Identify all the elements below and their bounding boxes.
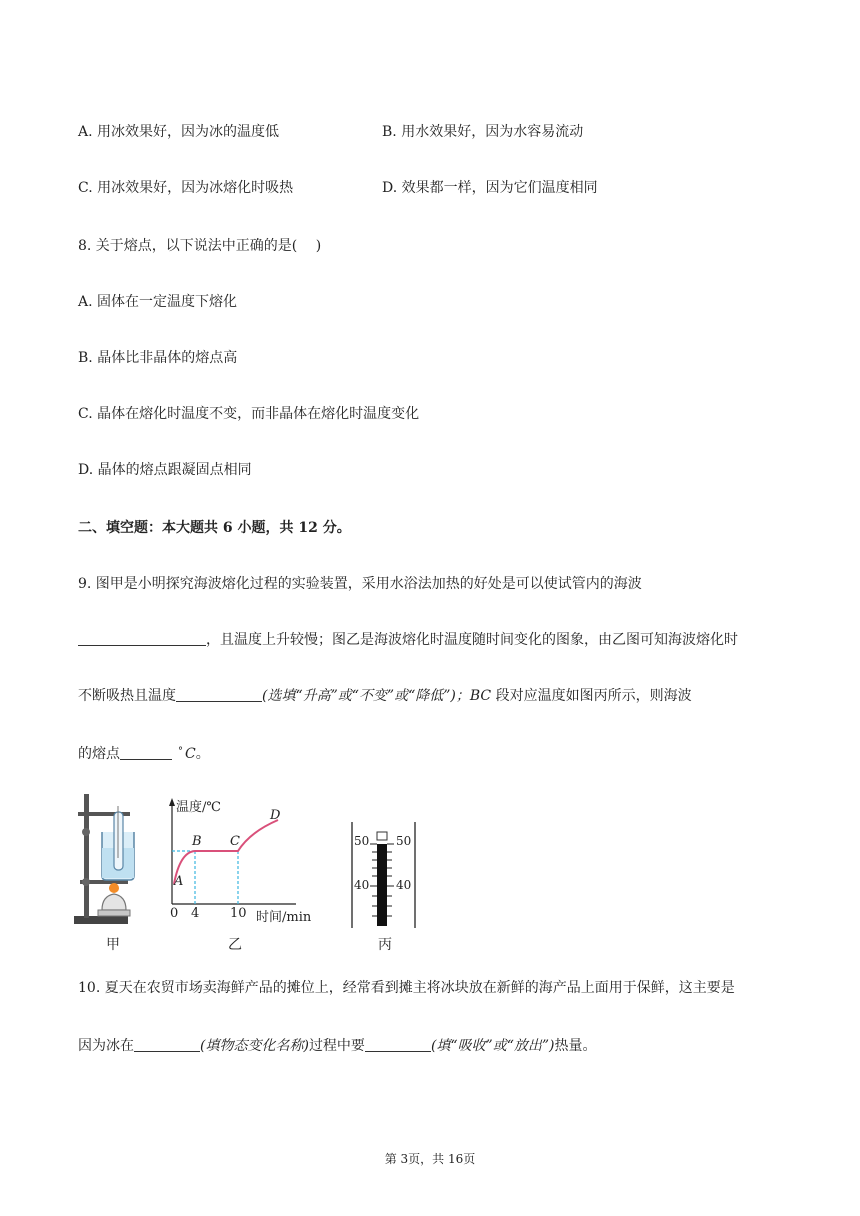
section-question-count: 6 — [222, 520, 233, 536]
figure-label-bing: 丙 — [378, 937, 392, 953]
q7-option-b: B. 用水效果好，因为水容易流动 — [382, 124, 584, 140]
thermo-column — [377, 844, 387, 926]
q10-text: 过程中要 — [308, 1038, 365, 1054]
flame — [109, 883, 119, 893]
thermo-label-40-right: 40 — [396, 878, 412, 892]
clamp-knob — [82, 828, 90, 836]
point-c-label: C — [230, 834, 240, 849]
q8-stem: 8. 关于熔点，以下说法中正确的是( ) — [78, 238, 322, 254]
graph-x-axis-label: 时间/min — [256, 910, 312, 925]
section-total-score: 12 — [298, 520, 318, 536]
degree-symbol: ° — [178, 746, 183, 757]
q9-line-1: 9. 图甲是小明探究海波熔化过程的实验装置，采用水浴法加热的好处是可以使试管内的海波 — [78, 576, 642, 592]
q9-line-3 — [78, 686, 692, 706]
q8-option-a: A. 固体在一定温度下熔化 — [78, 294, 238, 310]
q10-text: (填“吸收”或“放出”) — [430, 1038, 555, 1054]
stand-base — [74, 916, 128, 924]
q9-text: ，且温度上升较慢；图乙是海波熔化时温度随时间变化的图象，由乙图可知海波熔化时 — [206, 632, 738, 648]
y-axis-arrow — [169, 798, 175, 806]
q9-text: 。 — [195, 746, 210, 762]
thermo-label-40-left: 40 — [354, 878, 370, 892]
section-heading-text: 分。 — [317, 520, 351, 536]
thermo-tube-top — [377, 832, 387, 840]
unit-celsius: C — [185, 746, 196, 762]
section-heading — [78, 518, 351, 538]
q10-text: (填物态变化名称) — [200, 1038, 309, 1054]
graph-y-axis-label: 温度/℃ — [176, 800, 221, 815]
q9-line-2 — [78, 630, 738, 650]
q7-option-a: A. 用冰效果好，因为冰的温度低 — [78, 124, 280, 140]
answer-blank[interactable] — [78, 631, 206, 646]
point-a-label: A — [174, 874, 184, 889]
q8-option-c: C. 晶体在熔化时温度不变，而非晶体在熔化时温度变化 — [78, 406, 420, 422]
q9-text: (选填“升高”或“不变”或“降低”)； — [262, 688, 470, 704]
q9-text: 的熔点 — [78, 746, 120, 762]
point-b-label: B — [192, 834, 202, 849]
figure-label-yi: 乙 — [228, 937, 242, 953]
q7-option-d: D. 效果都一样，因为它们温度相同 — [382, 180, 598, 196]
x-tick-10: 10 — [230, 906, 247, 921]
ring-knob — [82, 878, 90, 886]
q9-text: 不断吸热且温度 — [78, 688, 176, 704]
section-heading-text: 小题，共 — [232, 520, 299, 536]
point-d-label: D — [270, 808, 281, 823]
q10-line-1: 10. 夏天在农贸市场卖海鲜产品的摊位上，经常看到摊主将冰块放在新鲜的海产品上面用于保鲜，这主要是 — [78, 980, 735, 996]
thermo-label-50-left: 50 — [354, 834, 370, 848]
answer-blank[interactable] — [134, 1037, 200, 1052]
x-tick-4: 4 — [191, 906, 200, 921]
q7-option-c: C. 用冰效果好，因为冰熔化时吸热 — [78, 180, 294, 196]
figure-group — [70, 788, 430, 958]
q10-text: 因为冰在 — [78, 1038, 134, 1054]
lamp-base — [98, 910, 130, 916]
temperature-curve — [174, 820, 278, 884]
q9-text: 段对应温度如图丙所示，则海波 — [491, 688, 692, 704]
answer-blank[interactable] — [365, 1037, 431, 1052]
q9-line-4 — [78, 742, 210, 764]
x-tick-0: 0 — [170, 906, 179, 921]
apparatus-illustration — [74, 794, 134, 924]
section-heading-text: 二、填空题：本大题共 — [78, 520, 223, 536]
q8-option-b: B. 晶体比非晶体的熔点高 — [78, 350, 238, 366]
page-footer: 第 3页，共 16页 — [384, 1152, 476, 1166]
alcohol-lamp — [102, 894, 126, 910]
answer-blank[interactable] — [176, 687, 262, 702]
q8-option-d: D. 晶体的熔点跟凝固点相同 — [78, 462, 252, 478]
answer-blank[interactable] — [120, 745, 172, 760]
q9-segment-bc: BC — [469, 688, 492, 704]
figure-label-jia: 甲 — [106, 937, 120, 953]
q10-line-2 — [78, 1036, 597, 1056]
q10-text: 热量。 — [554, 1038, 597, 1054]
thermo-label-50-right: 50 — [396, 834, 412, 848]
figure-svg — [70, 788, 430, 958]
